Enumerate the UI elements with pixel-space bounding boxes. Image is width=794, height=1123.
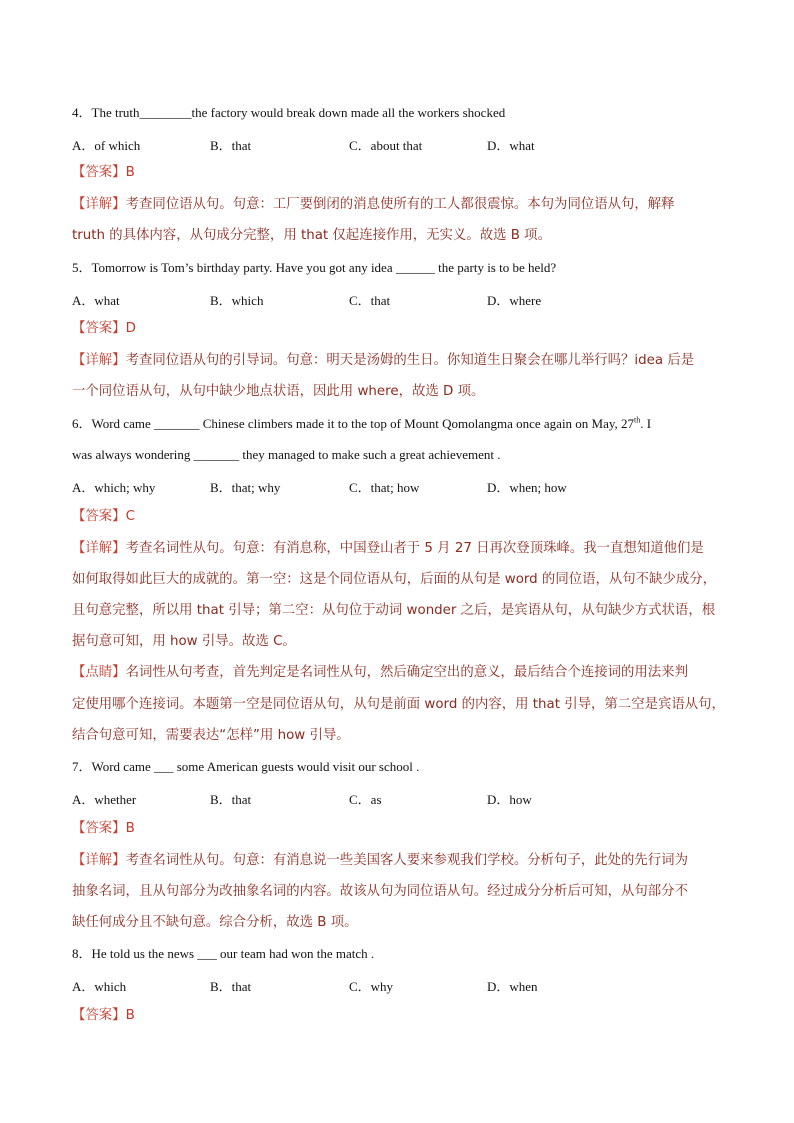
detail-text: 考查同位语从句。句意：工厂要倒闭的消息使所有的工人都很震惊。本句为同位语从句，解释 [125, 197, 675, 212]
detail-text: 考查名词性从句。句意：有消息称，中国登山者于 5 月 27 日再次登顶珠峰。我一直想知道他们是 [125, 541, 704, 556]
question-6-tip-line-1 [72, 664, 722, 682]
question-8-option-a: A．which [72, 979, 127, 994]
question-7-option-d: D．how [487, 792, 532, 807]
question-7-answer [72, 820, 722, 838]
question-5-option-a: A．what [72, 293, 120, 308]
question-6-detail-line-3: 且句意完整，所以用 that 引导；第二空：从句位于动词 wonder 之后，是宾语从句，从句缺少方式状语，根 [72, 603, 716, 618]
question-4-option-a: A．of which [72, 138, 141, 153]
question-8-answer [72, 1007, 722, 1025]
answer-value: C [125, 509, 135, 524]
stem-tail: . I [640, 416, 652, 431]
question-8-stem: 8．He told us the news ___ our team had won the match . [72, 946, 375, 961]
question-7-option-b: B．that [210, 792, 252, 807]
question-7-option-a: A．whether [72, 792, 137, 807]
question-5-option-c: C．that [349, 293, 391, 308]
question-4-detail-line-2: truth 的具体内容，从句成分完整，用 that 仅起连接作用，无实义。故选 B 项。 [72, 228, 551, 243]
question-6-tip-line-2: 定使用哪个连接词。本题第一空是同位语从句，从句是前面 word 的内容，用 that 引导，第二空是宾语从句， [72, 697, 725, 712]
answer-value: B [125, 1008, 135, 1023]
question-6-option-a: A．which; why [72, 480, 156, 495]
answer-value: B [125, 821, 135, 836]
question-8-option-c: C．why [349, 979, 394, 994]
detail-text: 考查名词性从句。句意：有消息说一些美国客人要来参观我们学校。分析句子，此处的先行词为 [125, 853, 688, 868]
question-5-option-b: B．which [210, 293, 264, 308]
detail-label: 【详解】 [72, 197, 126, 212]
question-6-option-b: B．that; why [210, 480, 281, 495]
answer-value: D [125, 321, 136, 336]
detail-label: 【详解】 [72, 541, 126, 556]
question-7-option-c: C．as [349, 792, 382, 807]
question-6-option-c: C．that; how [349, 480, 420, 495]
question-7-stem: 7．Word came ___ some American guests would visit our school . [72, 759, 420, 774]
question-4-option-c: C．about that [349, 138, 423, 153]
question-6-detail-line-1 [72, 540, 722, 558]
ordinal-suffix: th [634, 415, 641, 425]
stem-text: 6．Word came _______ Chinese climbers made it to the top of Mount Qomolangma once again on May, 27 [72, 416, 635, 431]
answer-label: 【答案】 [72, 165, 126, 180]
question-7-detail-line-1 [72, 852, 722, 870]
question-6-detail-line-4: 据句意可知，用 how 引导。故选 C。 [72, 634, 296, 649]
question-4-option-d: D．what [487, 138, 535, 153]
question-5-option-d: D．where [487, 293, 542, 308]
question-6-tip-line-3: 结合句意可知，需要表达“怎样”用 how 引导。 [72, 728, 350, 743]
question-6-stem-line-2: was always wondering _______ they managed to make such a great achievement . [72, 447, 501, 462]
question-6-stem-line-1 [72, 415, 724, 433]
question-4-answer [72, 164, 722, 182]
question-7-detail-line-2: 抽象名词，且从句部分为改抽象名词的内容。故该从句为同位语从句。经过成分分析后可知，从句部分不 [72, 884, 688, 899]
answer-label: 【答案】 [72, 1008, 126, 1023]
question-6-answer [72, 508, 722, 526]
tip-label: 【点睛】 [72, 665, 126, 680]
detail-label: 【详解】 [72, 853, 126, 868]
answer-label: 【答案】 [72, 321, 126, 336]
question-5-answer [72, 320, 722, 338]
question-4-stem: 4．The truth________the factory would break down made all the workers shocked [72, 105, 506, 120]
question-8-option-b: B．that [210, 979, 252, 994]
question-4-option-b: B．that [210, 138, 252, 153]
answer-value: B [125, 165, 135, 180]
question-5-detail-line-2: 一个同位语从句，从句中缺少地点状语，因此用 where，故选 D 项。 [72, 384, 485, 399]
question-6-option-d: D．when; how [487, 480, 567, 495]
detail-label: 【详解】 [72, 353, 126, 368]
tip-text: 名词性从句考查，首先判定是名词性从句，然后确定空出的意义，最后结合个连接词的用法来判 [125, 665, 688, 680]
question-7-detail-line-3: 缺任何成分且不缺句意。综合分析，故选 B 项。 [72, 915, 358, 930]
question-6-detail-line-2: 如何取得如此巨大的成就的。第一空：这是个同位语从句，后面的从句是 word 的同位语，从句不缺少成分， [72, 572, 717, 587]
detail-text: 考查同位语从句的引导词。句意：明天是汤姆的生日。你知道生日聚会在哪儿举行吗？idea 后是 [125, 353, 695, 368]
answer-label: 【答案】 [72, 821, 126, 836]
question-8-option-d: D．when [487, 979, 538, 994]
question-4-detail-line-1 [72, 196, 722, 214]
answer-label: 【答案】 [72, 509, 126, 524]
question-5-detail-line-1 [72, 352, 722, 370]
question-5-stem: 5．Tomorrow is Tom’s birthday party. Have you got any idea ______ the party is to be held? [72, 260, 557, 275]
